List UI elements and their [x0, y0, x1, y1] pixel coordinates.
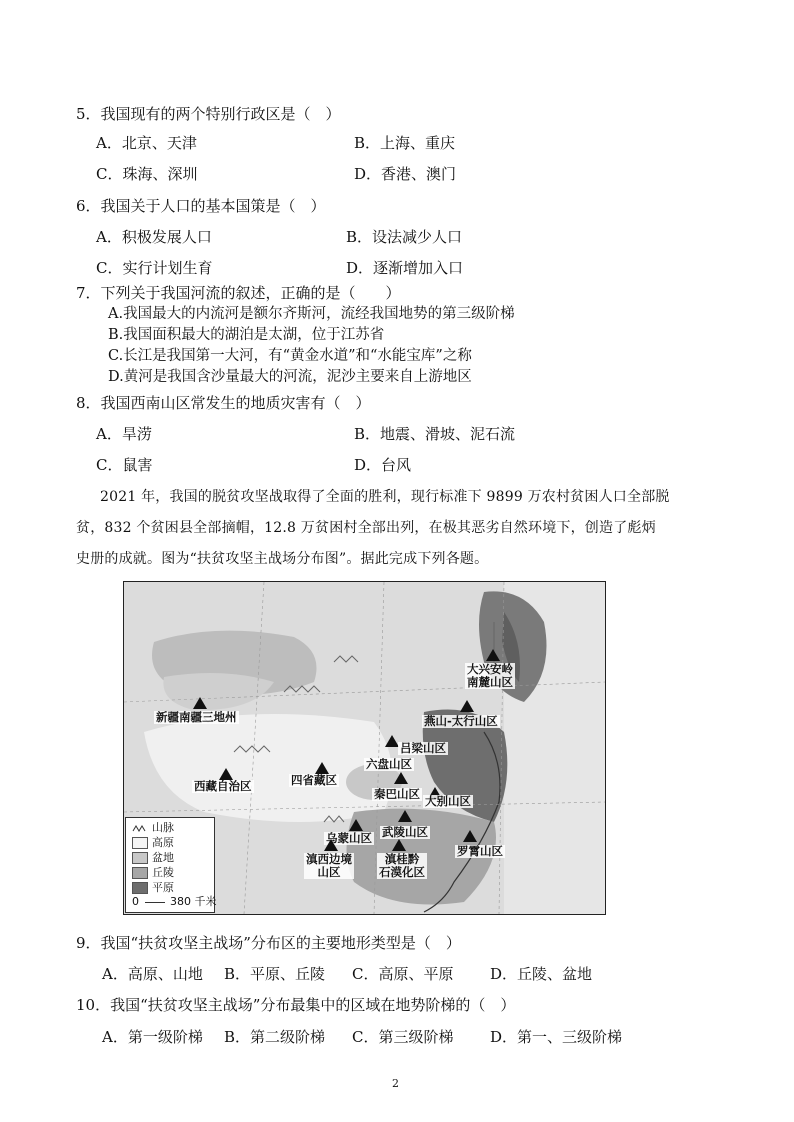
- label-dabie: 大别山区: [425, 794, 471, 808]
- page-number: 2: [392, 1077, 399, 1090]
- hill-swatch: [132, 867, 148, 879]
- label-yanshan: 燕山-太行山区: [424, 714, 498, 728]
- q7-option-c: C.长江是我国第一大河，有“黄金水道”和“水能宝库”之称: [108, 348, 472, 364]
- label-qinba: 秦巴山区: [374, 787, 420, 801]
- label-sisheng: 四省藏区: [291, 773, 337, 787]
- label-dianguiqian: 滇桂黔 石漠化区: [379, 852, 425, 879]
- legend-basin: 盆地: [132, 852, 174, 864]
- q6-option-a: A．积极发展人口: [96, 228, 212, 246]
- marker-dianxi: [324, 839, 338, 851]
- q10-option-c: C．第三级阶梯: [352, 1028, 454, 1046]
- question-5-stem: 5．我国现有的两个特别行政区是（ ）: [76, 105, 341, 123]
- legend-scale: 0 380 千米: [132, 895, 217, 908]
- question-8-stem: 8．我国西南山区常发生的地质灾害有（ ）: [76, 394, 371, 412]
- legend-mountain: 山脉: [132, 822, 174, 834]
- label-xizang: 西藏自治区: [194, 779, 252, 793]
- map-legend: [125, 817, 215, 913]
- q9-option-d: D．丘陵、盆地: [490, 965, 593, 983]
- q7-option-a: A.我国最大的内流河是额尔齐斯河，流经我国地势的第三级阶梯: [108, 306, 515, 322]
- q9-option-a: A．高原、山地: [102, 965, 203, 983]
- passage-line-2: 贫，832 个贫困县全部摘帽，12.8 万贫困村全部出列，在极其恶劣自然环境下，创造了彪炳: [76, 520, 656, 536]
- q8-option-d: D．台风: [354, 456, 412, 474]
- marker-dianguiqian: [392, 839, 406, 851]
- q5-option-b: B．上海、重庆: [354, 134, 456, 152]
- marker-luoxiao: [463, 830, 477, 842]
- q6-option-b: B．设法减少人口: [346, 228, 463, 246]
- q8-option-c: C．鼠害: [96, 456, 153, 474]
- marker-xinjiang: [193, 697, 207, 709]
- scale-bar: [145, 902, 165, 903]
- question-6-stem: 6．我国关于人口的基本国策是（ ）: [76, 197, 326, 215]
- passage-line-3: 史册的成就。图为“扶贫攻坚主战场分布图”。据此完成下列各题。: [76, 551, 489, 567]
- q8-option-b: B．地震、滑坡、泥石流: [354, 425, 516, 443]
- q9-option-b: B．平原、丘陵: [224, 965, 326, 983]
- label-liupan: 六盘山区: [366, 757, 412, 771]
- label-luoxiao: 罗霄山区: [457, 844, 503, 858]
- q8-option-a: A．旱涝: [96, 425, 152, 443]
- label-wuling: 武陵山区: [382, 825, 428, 839]
- marker-yanshan: [460, 700, 474, 712]
- legend-hill: 丘陵: [132, 867, 174, 879]
- q10-option-b: B．第二级阶梯: [224, 1028, 326, 1046]
- label-lvliang: 吕梁山区: [400, 741, 446, 755]
- q10-option-d: D．第一、三级阶梯: [490, 1028, 623, 1046]
- passage-line-1: 2021 年，我国的脱贫攻坚战取得了全面的胜利，现行标准下 9899 万农村贫困人口全部脱: [100, 489, 670, 505]
- mountain-symbol-icon: [132, 823, 148, 833]
- plateau-swatch: [132, 837, 148, 849]
- label-daxinganling: 大兴安岭 南麓山区: [467, 662, 513, 689]
- q5-option-a: A．北京、天津: [96, 134, 197, 152]
- q6-option-d: D．逐渐增加入口: [346, 259, 464, 277]
- legend-plain: 平原: [132, 882, 174, 894]
- marker-wumeng: [349, 819, 363, 831]
- q9-option-c: C．高原、平原: [352, 965, 454, 983]
- plain-swatch: [132, 882, 148, 894]
- legend-plateau: 高原: [132, 837, 174, 849]
- question-10-stem: 10．我国“扶贫攻坚主战场”分布最集中的区域在地势阶梯的（ ）: [76, 996, 516, 1014]
- q7-option-b: B.我国面积最大的湖泊是太湖，位于江苏省: [108, 327, 385, 343]
- marker-qinba: [394, 772, 408, 784]
- q7-option-d: D.黄河是我国含沙量最大的河流，泥沙主要来自上游地区: [108, 369, 472, 385]
- label-xinjiang: 新疆南疆三地州: [156, 710, 237, 724]
- q5-option-c: C．珠海、深圳: [96, 165, 198, 183]
- q5-option-d: D．香港、澳门: [354, 165, 457, 183]
- question-7-stem: 7．下列关于我国河流的叙述，正确的是（ ）: [76, 284, 401, 302]
- q10-option-a: A．第一级阶梯: [102, 1028, 203, 1046]
- marker-daxinganling: [486, 649, 500, 661]
- question-9-stem: 9．我国“扶贫攻坚主战场”分布区的主要地形类型是（ ）: [76, 934, 461, 952]
- label-dianxi: 滇西边境 山区: [306, 852, 352, 879]
- label-wumeng: 乌蒙山区: [326, 831, 372, 845]
- q6-option-c: C．实行计划生育: [96, 259, 213, 277]
- basin-swatch: [132, 852, 148, 864]
- marker-wuling: [398, 810, 412, 822]
- marker-liupan: [385, 735, 399, 747]
